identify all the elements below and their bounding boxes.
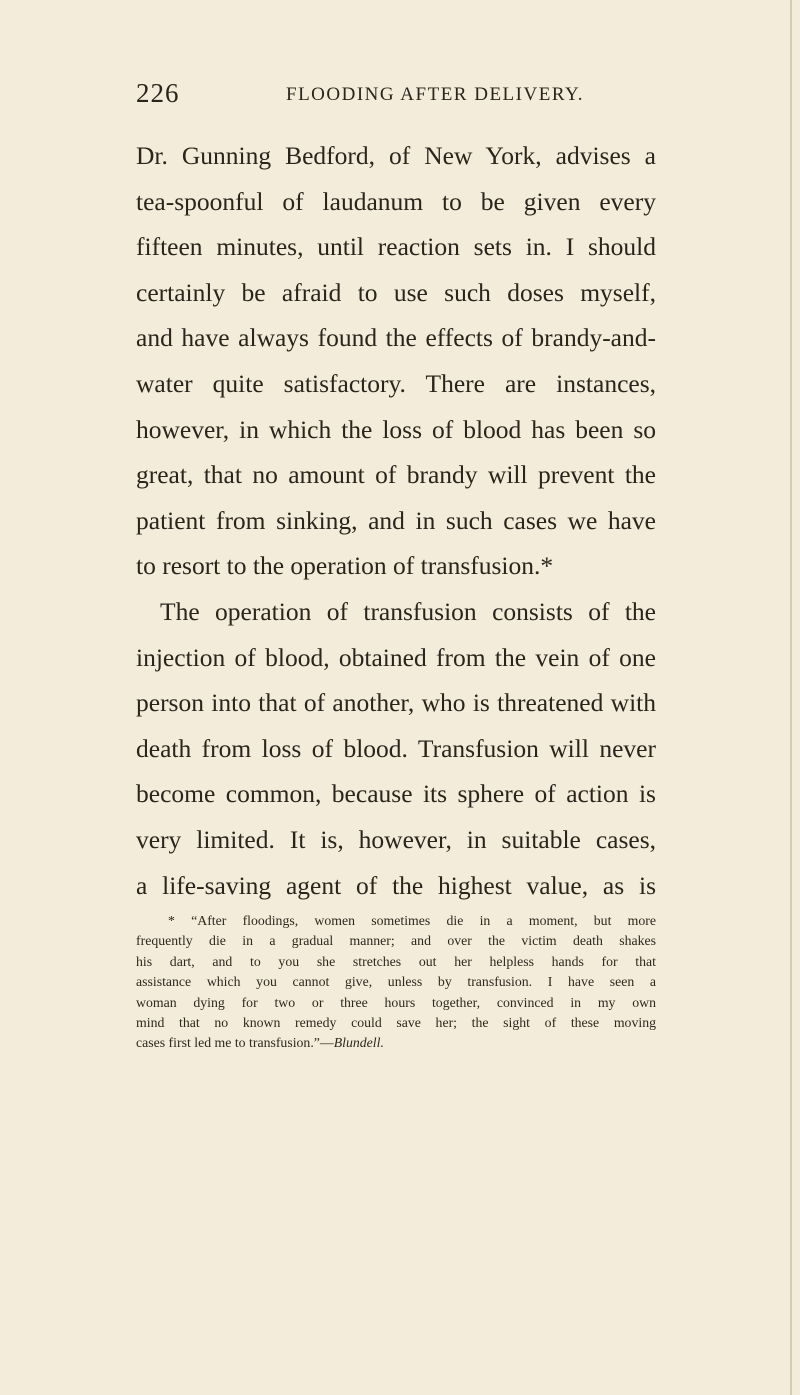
body-line: person into that of another, who is threatened with: [136, 688, 656, 718]
footnote: [136, 911, 656, 1054]
body-text: [136, 133, 656, 908]
footnote-line: frequently die in a gradual manner; and over the victim death shakes: [136, 933, 656, 949]
page-edge: [790, 0, 792, 1395]
body-line: patient from sinking, and in such cases we have: [136, 505, 656, 535]
body-line: Dr. Gunning Bedford, of New York, advises a: [136, 141, 656, 170]
page-number: 226: [136, 78, 180, 108]
body-line: very limited. It is, however, in suitable cases,: [136, 824, 656, 854]
footnote-author: Blundell.: [333, 1035, 384, 1051]
body-line: however, in which the loss of blood has been so: [136, 414, 656, 444]
footnote-line: mind that no known remedy could save her; the sight of these moving: [136, 1015, 656, 1031]
body-line: tea-spoonful of laudanum to be given every: [136, 186, 656, 216]
running-head: FLOODING AFTER DELIVERY.: [286, 84, 584, 105]
page-header: [136, 78, 656, 118]
footnote-line: his dart, and to you she stretches out her helpless hands for that: [136, 953, 656, 969]
footnote-line: [136, 1033, 656, 1053]
body-line: water quite satisfactory. There are instances,: [136, 368, 656, 398]
body-line: certainly be afraid to use such doses myself,: [136, 277, 656, 307]
body-line: a life-saving agent of the highest value, as is: [136, 870, 656, 900]
body-line: The operation of transfusion consists of the: [160, 596, 656, 626]
footnote-last-text: cases first led me to transfusion.”—: [136, 1035, 334, 1051]
body-line: injection of blood, obtained from the vein of one: [136, 642, 656, 672]
body-line: and have always found the effects of brandy-and-: [136, 323, 656, 353]
body-line: great, that no amount of brandy will prevent the: [136, 460, 656, 490]
body-line: death from loss of blood. Transfusion will never: [136, 733, 656, 763]
body-line: to resort to the operation of transfusion.*: [136, 551, 554, 581]
body-line: become common, because its sphere of action is: [136, 779, 656, 809]
body-line: fifteen minutes, until reaction sets in. I should: [136, 232, 656, 262]
footnote-line: * “After floodings, women sometimes die in a moment, but more: [168, 913, 656, 928]
footnote-line: assistance which you cannot give, unless by transfusion. I have seen a: [136, 974, 656, 990]
footnote-line: woman dying for two or three hours together, convinced in my own: [136, 994, 656, 1010]
